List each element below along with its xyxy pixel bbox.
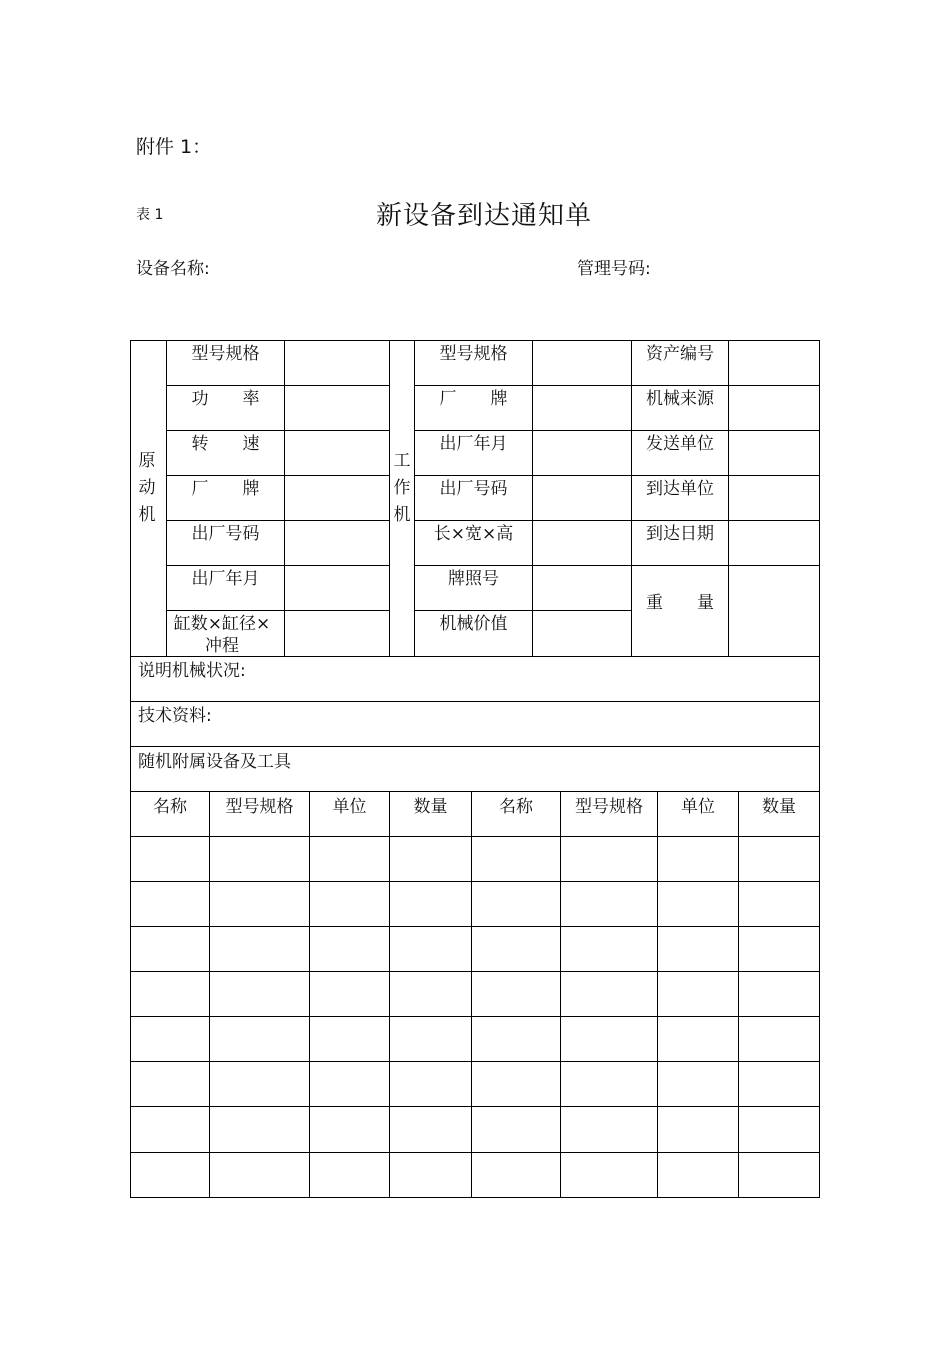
receiving-unit-label: 到达单位 [646, 479, 714, 499]
equipment-name-label: 设备名称: [136, 259, 210, 279]
engine-power-label: 功 率 [191, 389, 260, 409]
engine-manufacture-date-label: 出厂年月 [191, 569, 260, 589]
page-title: 新设备到达通知单 [376, 201, 593, 231]
machine-dimensions-label: 长×宽×高 [433, 524, 514, 544]
machine-manufacture-date-label: 出厂年月 [439, 434, 508, 454]
technical-docs-label: 技术资料: [138, 706, 212, 726]
machine-condition-label: 说明机械状况: [138, 661, 246, 681]
column-header-model: 型号规格 [225, 797, 294, 817]
machine-model-label: 型号规格 [439, 344, 508, 364]
column-header-unit: 单位 [681, 797, 715, 817]
sending-unit-label: 发送单位 [646, 434, 714, 454]
engine-brand-label: 厂 牌 [191, 479, 260, 499]
engine-cylinder-label: 缸数×缸径×冲程 [173, 614, 271, 656]
engine-speed-label: 转 速 [191, 434, 260, 454]
machine-brand-label: 厂 牌 [439, 389, 508, 409]
machine-serial-label: 出厂号码 [439, 479, 508, 499]
engine-serial-label: 出厂号码 [191, 524, 260, 544]
engine-model-label: 型号规格 [191, 344, 260, 364]
asset-number-label: 资产编号 [646, 344, 714, 364]
accessories-label: 随机附属设备及工具 [138, 752, 291, 772]
column-header-name: 名称 [153, 797, 187, 817]
column-header-name: 名称 [499, 797, 533, 817]
column-header-unit: 单位 [332, 797, 367, 817]
working-machine-group-label: 工作机 [393, 451, 411, 525]
table-number: 表 1 [136, 207, 164, 223]
column-header-model: 型号规格 [575, 797, 643, 817]
engine-group-label: 原动机 [138, 451, 156, 525]
column-header-quantity: 数量 [762, 797, 796, 817]
machine-source-label: 机械来源 [646, 389, 714, 409]
arrival-date-label: 到达日期 [646, 524, 714, 544]
attachment-label: 附件 1： [136, 136, 212, 158]
column-header-quantity: 数量 [413, 797, 448, 817]
machine-value-label: 机械价值 [439, 614, 508, 634]
management-number-label: 管理号码: [577, 259, 651, 279]
machine-plate-label: 牌照号 [448, 569, 499, 589]
weight-label: 重 量 [646, 593, 714, 613]
